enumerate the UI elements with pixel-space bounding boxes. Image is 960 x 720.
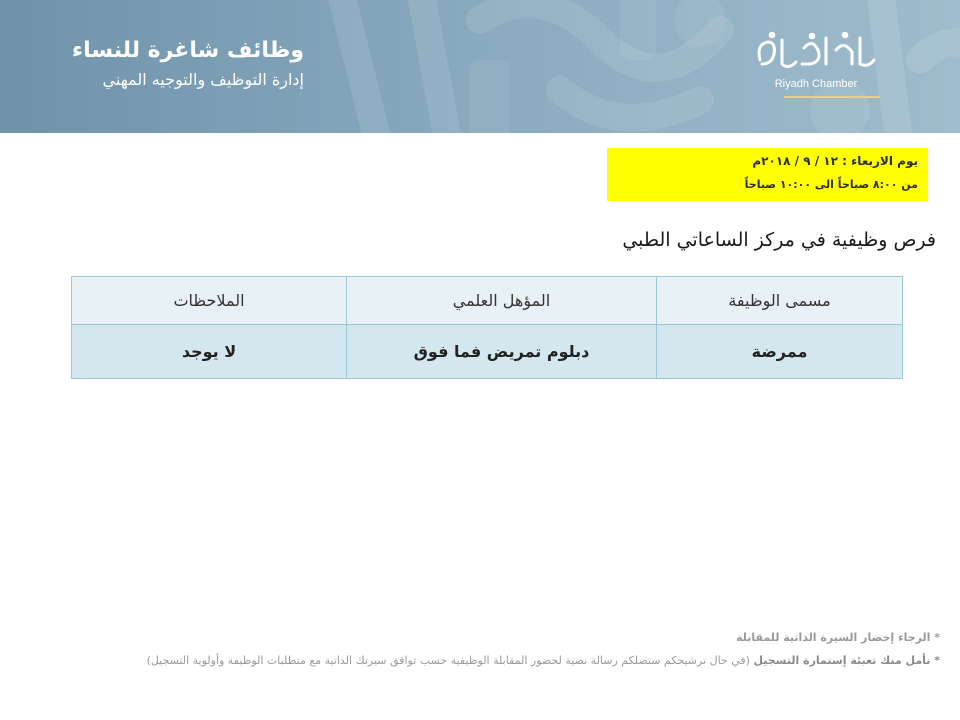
section-heading: فرص وظيفية في مركز الساعاتي الطبي: [622, 229, 936, 251]
header-banner: [0, 0, 960, 133]
note-registration: [10, 654, 940, 667]
column-header-notes: الملاحظات: [72, 277, 347, 325]
note-cv: * الرجاء إحضار السيرة الذاتية للمقابلة: [736, 631, 940, 644]
page-subtitle: إدارة التوظيف والتوجيه المهني: [102, 70, 304, 89]
column-header-job-title: مسمى الوظيفة: [657, 277, 903, 325]
jobs-table: [71, 276, 903, 379]
column-header-qualification: المؤهل العلمي: [347, 277, 657, 325]
logo-icon: [752, 30, 888, 74]
logo-underline: [784, 96, 880, 98]
cell-notes: لا يوجد: [72, 325, 347, 379]
schedule-time: من ٨:٠٠ صباحاً الى ١٠:٠٠ صباحاً: [744, 178, 918, 191]
cell-qualification: دبلوم تمريض فما فوق: [347, 325, 657, 379]
schedule-box: [607, 148, 928, 201]
cell-job-title: ممرضة: [657, 325, 903, 379]
logo-caption: Riyadh Chamber: [774, 78, 858, 90]
riyadh-chamber-logo: [752, 30, 888, 100]
note-registration-detail: (في حال ترشيحكم ستصلكم رسالة نصية لحضور المقابلة الوظيفية حسب توافق سيرتك الذاتية مع متطلبات الوظيفة وأولوية التسجيل): [146, 654, 750, 667]
note-registration-lead: * نأمل منك تعبئة إستمارة التسجيل: [753, 654, 940, 667]
table-header-row: [72, 277, 903, 325]
schedule-date: يوم الاربعاء : ١٢ / ٩ / ٢٠١٨م: [752, 154, 918, 168]
table-row: [72, 325, 903, 379]
page-title: وظائف شاغرة للنساء: [71, 38, 304, 63]
